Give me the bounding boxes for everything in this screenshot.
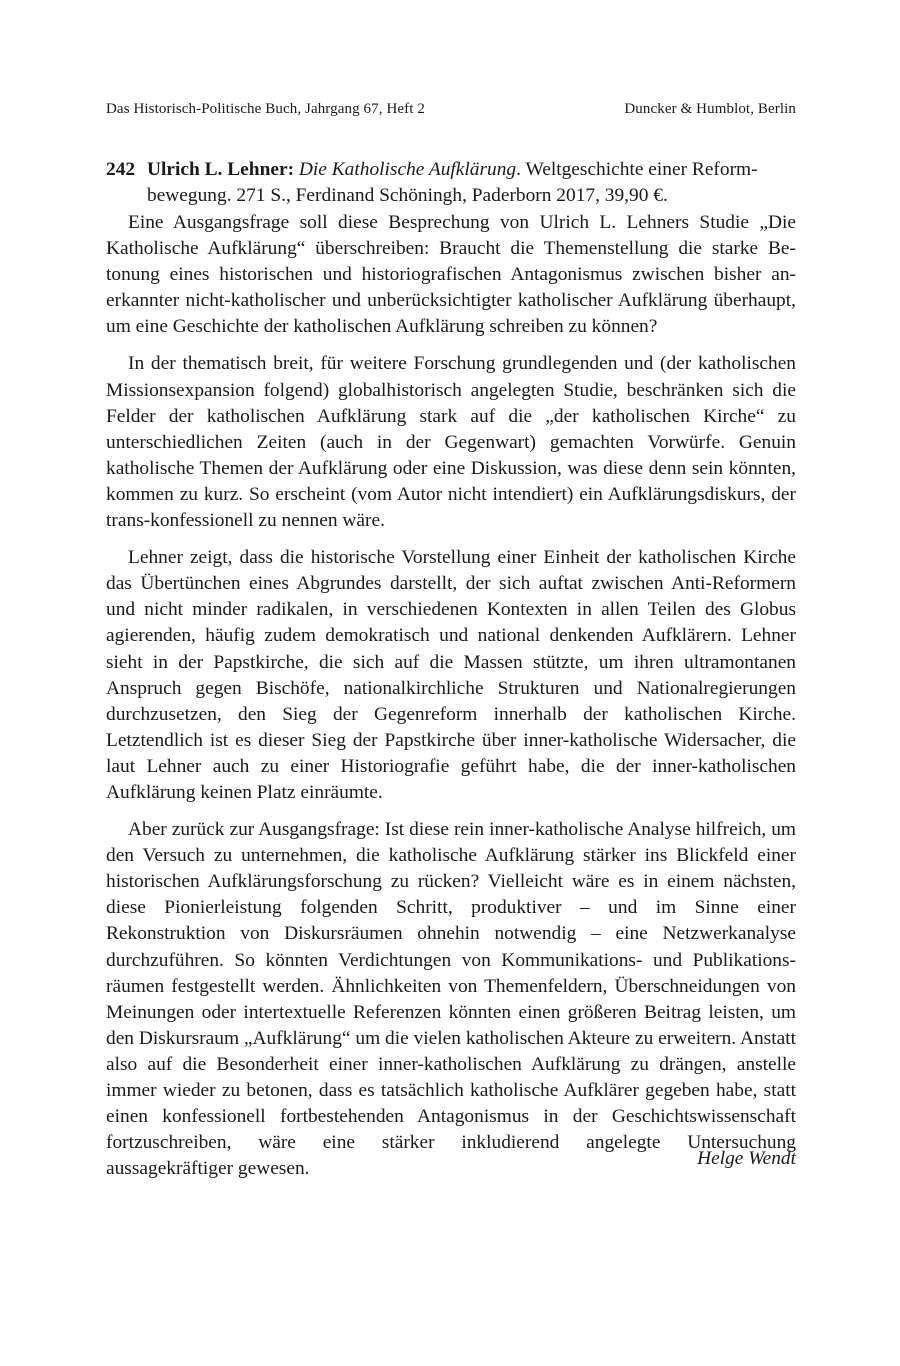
running-head — [106, 101, 796, 118]
journal-title: Das Historisch-Politische Buch, Jahrgang 67, Heft 2 — [106, 101, 425, 117]
reviewer-name: Helge Wendt — [697, 1148, 796, 1169]
paragraph: Eine Ausgangsfrage soll diese Besprechung von Ulrich L. Lehners Studie „Die Katholische Aufklärung“ überschreiben: Braucht die Themenstellung die starke Betonung eines historischen und historiografischen Antagonismus zwischen bisher anerkannter nicht-katholischer und unberücksichtigter katholischer Aufklärung überhaupt, um eine Geschichte der katholischen Aufklärung schreiben zu können? — [106, 212, 796, 338]
paragraph: Lehner zeigt, dass die historische Vorstellung einer Einheit der katholischen Kirche das Übertünchen eines Abgrundes darstellt, der sich auftat zwischen Anti-Reformern und nicht minder radikalen, in verschiedenen Kontexten in allen Teilen des Globus agierenden, häufig zudem demokratisch und national denkenden Aufklärern. Lehner sieht in der Papstkirche, die sich auf die Massen stützte, um ihren ultramontanen Anspruch gegen Bischöfe, nationalkirchliche Strukturen und Nationalregierungen durchzusetzen, den Sieg der Gegenreform innerhalb der katholischen Kirche. Letztendlich ist es dieser Sieg der Papstkirche über inner-katholische Widersacher, die laut Lehner auch zu einer Historiografie geführt habe, die der inner-katholischen Aufklärung keinen Platz einräumte. — [106, 547, 796, 803]
review-body — [106, 210, 796, 1193]
paragraph: Aber zurück zur Ausgangsfrage: Ist diese rein inner-katholische Analyse hilfreich, um den Versuch zu unternehmen, die katholische Aufklärung stärker ins Blickfeld einer historischen Aufklärungsforschung zu rücken? Vielleicht wäre es in einem nächsten, diese Pionierleistung folgenden Schritt, produktiver – und im Sinne einer Rekonstruktion von Diskursräumen ohnehin notwendig – eine Netzwerkanalyse durchzuführen. So könnten Verdichtungen von Kommunikations- und Publikationsräumen festgestellt werden. Ähnlichkeiten von Themenfeldern, Überschneidungen von Meinungen oder intertextuelle Referenzen könnten einen größeren Beitrag leisten, um den Diskursraum „Aufklärung“ um die vielen katholischen Akteure zu erweitern. Anstatt also auf die Besonderheit einer inner-katholischen Aufklärung zu drängen, anstelle immer wieder zu betonen, dass es tatsächlich katholische Aufklärer gegeben habe, statt einen konfessionell fortbestehenden Antagonismus in der Geschichtswissenschaft fortzuschreiben, wäre eine stärker inkludierend angelegte Untersuchung aussagekräftiger gewesen. — [106, 819, 796, 1180]
entry-subtitle: . Weltgeschichte einer Reform- — [516, 159, 758, 180]
entry-title: Die Katholische Aufklärung — [298, 159, 517, 180]
entry-number: 242 — [106, 159, 136, 180]
entry-author: Ulrich L. Lehner: — [147, 159, 295, 180]
bibliographic-entry — [106, 157, 796, 209]
publisher-name: Duncker & Humblot, Berlin — [624, 101, 796, 117]
paragraph: In der thematisch breit, für weitere Forschung grundlegenden und (der katholischen Missionsexpansion folgend) globalhistorisch angelegten Studie, beschränken sich die Felder der katholischen Aufklärung stark auf die „der katholischen Kirche“ zu unterschiedlichen Zeiten (auch in der Gegenwart) gemachten Vorwürfe. Genuin katholische Themen der Aufklärung oder eine Diskussion, was diese denn sein könnten, kommen zu kurz. So erscheint (vom Autor nicht intendiert) ein Aufklärungsdiskurs, der trans-konfessionell zu nennen wäre. — [106, 353, 796, 532]
entry-details: bewegung. 271 S., Ferdinand Schöningh, Paderborn 2017, 39,90 €. — [147, 185, 668, 206]
